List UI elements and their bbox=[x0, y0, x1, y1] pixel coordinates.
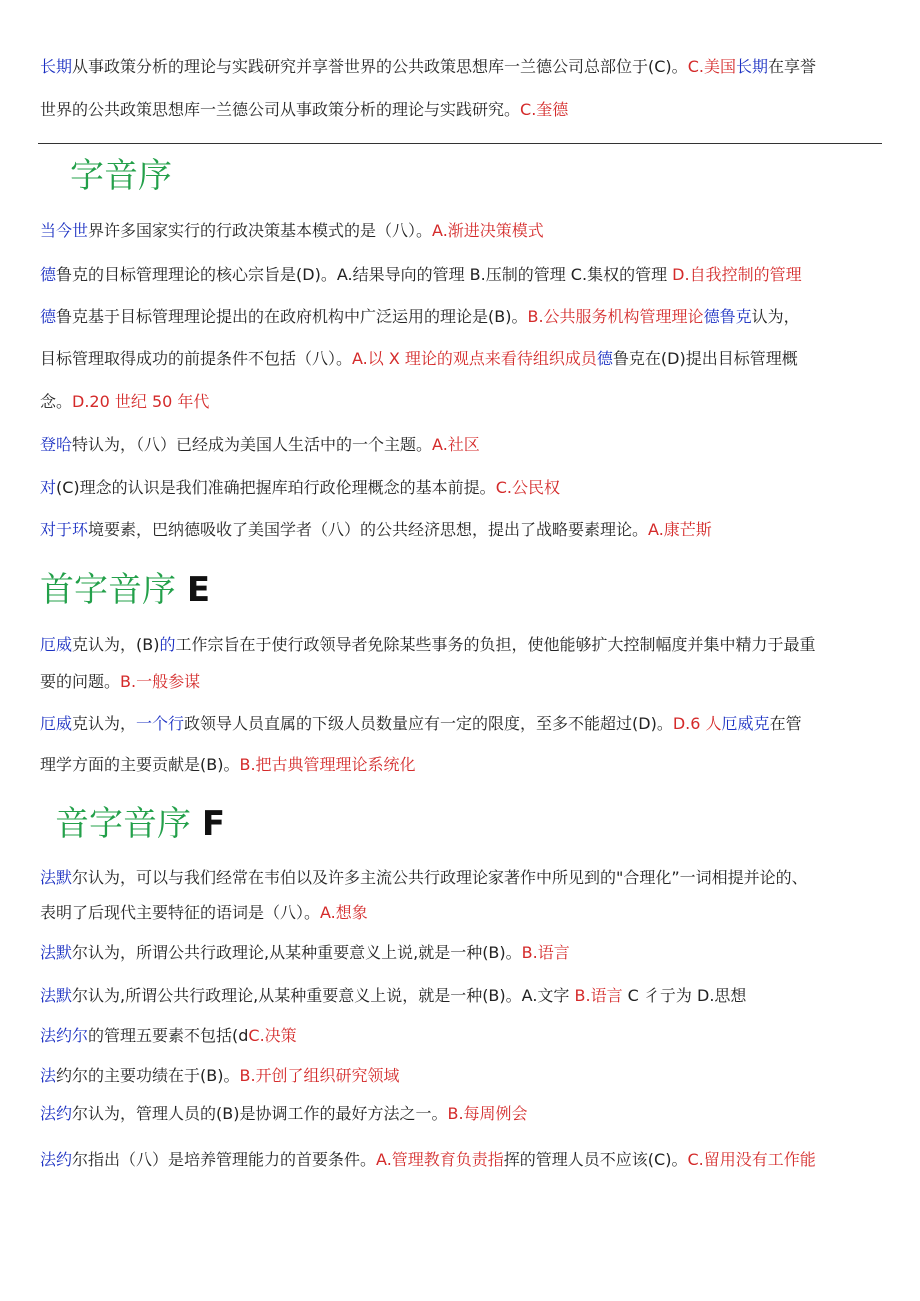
section-letter: E bbox=[186, 570, 211, 610]
list-item bbox=[40, 1024, 880, 1048]
answer-text: A.康芒斯 bbox=[648, 520, 712, 539]
question-text: 尔认为，可以与我们经常在韦伯以及许多主流公共行政理论家著作中所见到的"合理化”一词相提并论的、 bbox=[72, 868, 808, 887]
question-text: 特认为，（八）已经成为美国人生活中的一个主题。 bbox=[72, 435, 433, 454]
answer-text: B.把古典管理理论系统化 bbox=[239, 755, 416, 774]
section-heading-e bbox=[40, 570, 210, 610]
answer-text: C.留用没有工作能 bbox=[687, 1150, 816, 1169]
list-item bbox=[40, 263, 880, 287]
question-text: 工作宗旨在于使行政领导者免除某些事务的负担，使他能够扩大控制幅度并集中精力于最重 bbox=[175, 635, 816, 654]
question-text: 目标管理取得成功的前提条件不包括（八）。 bbox=[40, 349, 353, 368]
section-heading-f bbox=[55, 804, 225, 844]
list-item bbox=[40, 1102, 880, 1126]
answer-text: D.自我控制的管理 bbox=[672, 265, 802, 284]
keyword-text: 德 bbox=[40, 307, 57, 326]
question-text: 在管 bbox=[769, 714, 802, 733]
intro-line-2 bbox=[40, 98, 880, 122]
question-text: 政领导人员直属的下级人员数量应有一定的限度，至多不能超过(D)。 bbox=[184, 714, 673, 733]
question-text: 鲁克在(D)提出目标管理概 bbox=[612, 349, 798, 368]
intro-line-1 bbox=[40, 55, 880, 79]
answer-text: B.语言 bbox=[521, 943, 570, 962]
keyword-text: 一个行 bbox=[136, 714, 185, 733]
keyword-text: 法默 bbox=[40, 943, 73, 962]
list-item bbox=[40, 712, 880, 736]
divider bbox=[38, 143, 882, 144]
question-text: 境要素，巴纳德吸收了美国学者（八）的公共经济思想，提出了战略要素理论。 bbox=[88, 520, 649, 539]
list-item bbox=[40, 753, 880, 777]
answer-text: C.决策 bbox=[248, 1026, 297, 1045]
question-text: C 彳亍为 D.思想 bbox=[622, 986, 747, 1005]
question-text: 克认为， bbox=[72, 714, 137, 733]
answer-text: A.渐进决策模式 bbox=[432, 221, 544, 240]
answer-text: A.想象 bbox=[320, 903, 368, 922]
list-item bbox=[40, 941, 880, 965]
question-text: 从事政策分析的理论与实践研究并享誉世界的公共政策思想库一兰德公司总部位于(C)。 bbox=[72, 57, 688, 76]
question-text: 要的问题。 bbox=[40, 672, 121, 691]
keyword-text: 法默 bbox=[40, 986, 73, 1005]
keyword-text: 法约 bbox=[40, 1104, 73, 1123]
question-text: 世界的公共政策思想库一兰德公司从事政策分析的理论与实践研究。 bbox=[40, 100, 521, 119]
list-item bbox=[40, 866, 880, 890]
keyword-text: 法约 bbox=[40, 1150, 73, 1169]
answer-text: B.一般参谋 bbox=[120, 672, 201, 691]
question-text: 鲁克的目标管理理论的核心宗旨是(D)。A.结果导向的管理 B.压制的管理 C.集权的管理 bbox=[56, 265, 673, 284]
keyword-text: 德 bbox=[596, 349, 613, 368]
keyword-text: 德鲁克 bbox=[703, 307, 752, 326]
question-text: 尔认为,所谓公共行政理论,从某种重要意义上说，就是一种(B)。A.文字 bbox=[72, 986, 575, 1005]
list-item bbox=[40, 1064, 880, 1088]
list-item bbox=[40, 633, 880, 657]
keyword-text: 厄威 bbox=[40, 635, 73, 654]
question-text: 尔认为，管理人员的(B)是协调工作的最好方法之一。 bbox=[72, 1104, 448, 1123]
section-heading-d bbox=[70, 156, 172, 196]
answer-text: C.公民权 bbox=[495, 478, 560, 497]
keyword-text: 当今世 bbox=[40, 221, 89, 240]
answer-text: A.管理教育负责指 bbox=[376, 1150, 504, 1169]
question-text: 尔指出（八）是培养管理能力的首要条件。 bbox=[72, 1150, 377, 1169]
keyword-text: 法约尔 bbox=[40, 1026, 89, 1045]
list-item bbox=[40, 476, 880, 500]
answer-text: B.语言 bbox=[574, 986, 623, 1005]
list-item bbox=[40, 901, 880, 925]
list-item bbox=[40, 670, 880, 694]
keyword-text: 对于环 bbox=[40, 520, 89, 539]
question-text: 挥的管理人员不应该(C)。 bbox=[503, 1150, 688, 1169]
list-item bbox=[40, 433, 880, 457]
keyword-text: 长期 bbox=[40, 57, 73, 76]
keyword-text: 厄威 bbox=[40, 714, 73, 733]
keyword-text: 的 bbox=[159, 635, 176, 654]
keyword-text: 德 bbox=[40, 265, 57, 284]
answer-text: D.20 世纪 50 年代 bbox=[72, 392, 210, 411]
question-text: 尔认为，所谓公共行政理论,从某种重要意义上说,就是一种(B)。 bbox=[72, 943, 522, 962]
keyword-text: 厄威克 bbox=[721, 714, 770, 733]
keyword-text: 法 bbox=[40, 1066, 57, 1085]
question-text: (C)理念的认识是我们准确把握库珀行政伦理概念的基本前提。 bbox=[56, 478, 496, 497]
question-text: 克认为，(B) bbox=[72, 635, 160, 654]
question-text: 界许多国家实行的行政决策基本模式的是（八）。 bbox=[88, 221, 433, 240]
answer-text: D.6 人 bbox=[672, 714, 722, 733]
keyword-text: 登哈 bbox=[40, 435, 73, 454]
question-text: 表明了后现代主要特征的语词是（八）。 bbox=[40, 903, 321, 922]
section-heading-text: 音字音序 bbox=[55, 804, 191, 844]
question-text: 念。 bbox=[40, 392, 73, 411]
keyword-text: 对 bbox=[40, 478, 57, 497]
question-text: 在享誉 bbox=[767, 57, 816, 76]
keyword-text: 法默 bbox=[40, 868, 73, 887]
answer-text: B.公共服务机构管理理论 bbox=[527, 307, 704, 326]
list-item bbox=[40, 1148, 880, 1172]
list-item bbox=[40, 219, 880, 243]
list-item bbox=[40, 518, 880, 542]
answer-text: C.美国 bbox=[687, 57, 736, 76]
question-text: 的管理五要素不包括(d bbox=[88, 1026, 249, 1045]
question-text: 约尔的主要功绩在于(B)。 bbox=[56, 1066, 240, 1085]
list-item bbox=[40, 390, 880, 414]
section-letter: F bbox=[201, 804, 226, 844]
list-item bbox=[40, 305, 880, 329]
list-item bbox=[40, 347, 880, 371]
answer-text: A.社区 bbox=[432, 435, 480, 454]
question-text: 鲁克基于目标管理理论提出的在政府机构中广泛运用的理论是(B)。 bbox=[56, 307, 528, 326]
answer-text: A.以 X 理论的观点来看待组织成员 bbox=[352, 349, 597, 368]
answer-text: B.开创了组织研究领域 bbox=[239, 1066, 400, 1085]
question-text: 理学方面的主要贡献是(B)。 bbox=[40, 755, 240, 774]
answer-text: C.奎德 bbox=[520, 100, 569, 119]
section-heading-text: 首字音序 bbox=[40, 570, 176, 610]
question-text: 认为， bbox=[751, 307, 800, 326]
answer-text: B.每周例会 bbox=[447, 1104, 528, 1123]
list-item bbox=[40, 984, 880, 1008]
keyword-text: 长期 bbox=[735, 57, 768, 76]
section-heading-text: 字音序 bbox=[70, 156, 172, 196]
